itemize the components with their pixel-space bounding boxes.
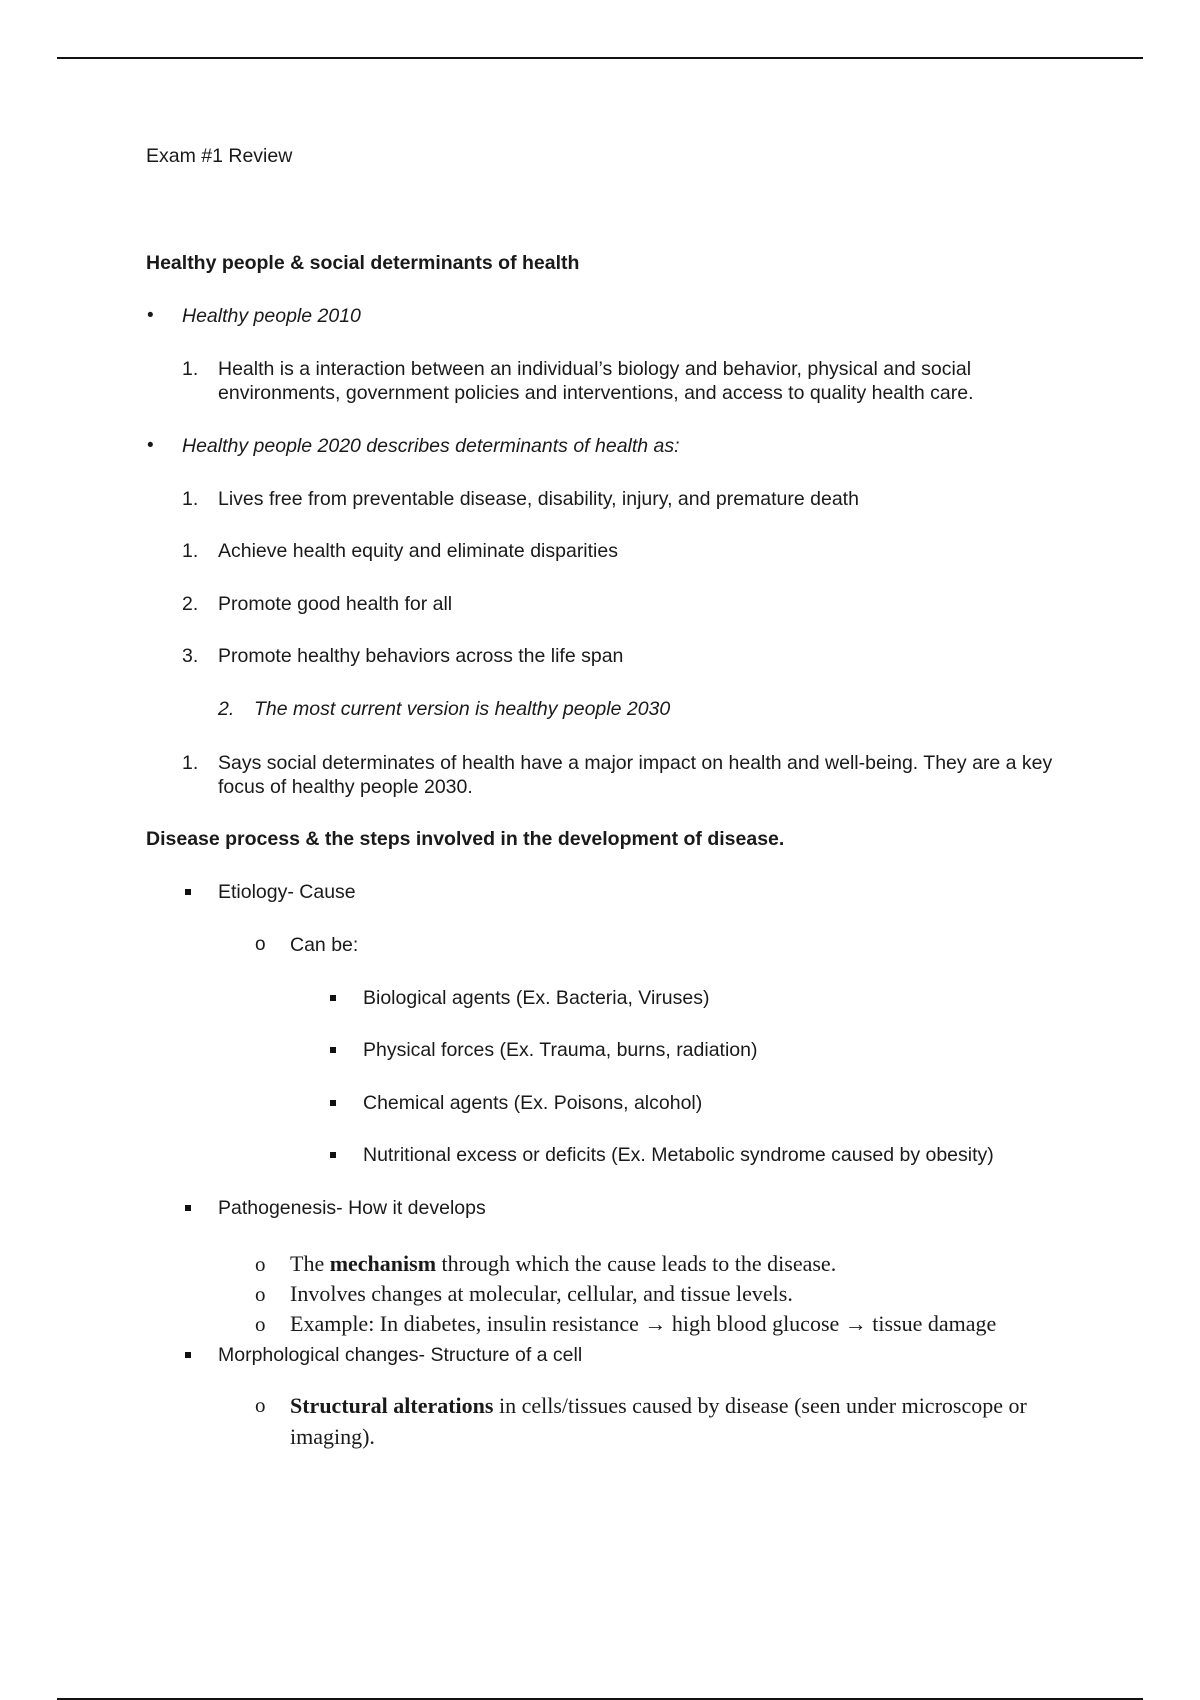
list-number: 1. xyxy=(182,540,199,562)
list-item-agent: Physical forces (Ex. Trauma, burns, radiation) xyxy=(363,1039,758,1061)
square-bullet xyxy=(330,995,336,1001)
section-heading-healthy-people: Healthy people & social determinants of health xyxy=(146,252,580,274)
square-bullet xyxy=(330,1047,336,1053)
list-item-involves-changes: Involves changes at molecular, cellular, and tissue levels. xyxy=(290,1281,793,1306)
circle-bullet: o xyxy=(255,934,266,955)
section-heading-disease-process: Disease process & the steps involved in the development of disease. xyxy=(146,828,785,850)
bullet-healthy-people-2020: Healthy people 2020 describes determinants of health as: xyxy=(182,435,680,457)
square-bullet xyxy=(185,1352,191,1358)
square-bullet xyxy=(185,889,191,895)
bullet-dot: • xyxy=(147,435,154,456)
square-bullet xyxy=(330,1152,336,1158)
list-item: Lives free from preventable disease, disability, injury, and premature death xyxy=(218,488,859,510)
bullet-dot: • xyxy=(147,305,154,326)
circle-bullet: o xyxy=(255,1312,266,1336)
list-item: Promote healthy behaviors across the life span xyxy=(218,645,624,667)
list-item-structural-alterations: Structural alterations in cells/tissues caused by disease (seen under microscope or imaging). xyxy=(290,1393,1027,1449)
square-bullet xyxy=(330,1100,336,1106)
bullet-healthy-people-2010: Healthy people 2010 xyxy=(182,305,361,327)
list-item-mechanism: The mechanism through which the cause leads to the disease. xyxy=(290,1251,837,1276)
list-item-agent: Biological agents (Ex. Bacteria, Viruses) xyxy=(363,987,710,1009)
list-item-social-determinates: Says social determinates of health have a major impact on health and well-being. They are a key focus of healthy people 2030. xyxy=(218,752,1053,798)
list-item-current-version: The most current version is healthy people 2030 xyxy=(254,698,671,720)
list-item-health-interaction: Health is a interaction between an individual’s biology and behavior, physical and social environments, government policies and interventions, and access to quality health care. xyxy=(218,358,974,404)
document-title: Exam #1 Review xyxy=(146,145,293,167)
list-number: 2. xyxy=(218,698,235,720)
circle-bullet: o xyxy=(255,1393,266,1417)
square-bullet xyxy=(185,1205,191,1211)
structural-alterations-bold: Structural alterations xyxy=(290,1393,494,1418)
circle-bullet: o xyxy=(255,1252,266,1276)
list-number: 1. xyxy=(182,488,199,510)
list-number: 3. xyxy=(182,645,199,667)
list-item: Promote good health for all xyxy=(218,593,453,615)
mechanism-bold: mechanism xyxy=(329,1251,437,1276)
list-number: 1. xyxy=(182,752,199,774)
list-item: Achieve health equity and eliminate disparities xyxy=(218,540,618,562)
list-item-morphological-changes: Morphological changes- Structure of a cell xyxy=(218,1344,583,1366)
list-item-can-be: Can be: xyxy=(290,934,359,956)
circle-bullet: o xyxy=(255,1282,266,1306)
list-number: 2. xyxy=(182,593,199,615)
list-item-agent: Nutritional excess or deficits (Ex. Metabolic syndrome caused by obesity) xyxy=(363,1144,994,1166)
list-item-pathogenesis: Pathogenesis- How it develops xyxy=(218,1197,486,1219)
header-rule xyxy=(57,57,1143,59)
list-item-etiology: Etiology- Cause xyxy=(218,881,356,903)
list-number: 1. xyxy=(182,358,199,380)
list-item-agent: Chemical agents (Ex. Poisons, alcohol) xyxy=(363,1092,703,1114)
list-item-diabetes-example: Example: In diabetes, insulin resistance → high blood glucose → tissue damage xyxy=(290,1311,997,1336)
